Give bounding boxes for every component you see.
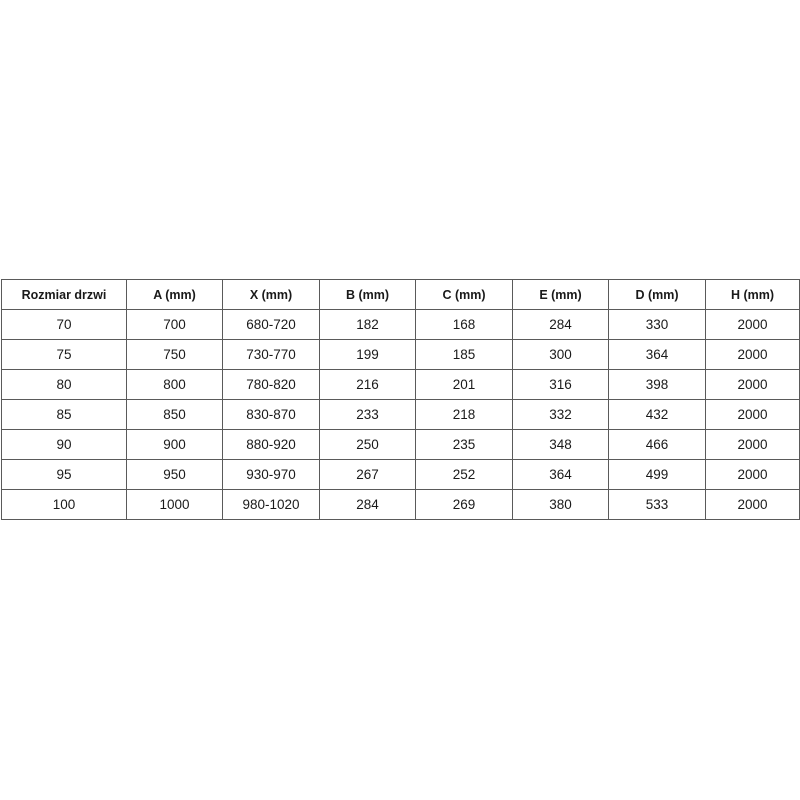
header-b: B (mm) (320, 280, 416, 310)
table-row (2, 490, 800, 520)
table-cell: 216 (320, 370, 416, 400)
table-cell: 2000 (706, 490, 800, 520)
header-d: D (mm) (609, 280, 706, 310)
table-cell: 830-870 (223, 400, 320, 430)
table-cell: 880-920 (223, 430, 320, 460)
table-cell: 2000 (706, 460, 800, 490)
table-cell: 2000 (706, 340, 800, 370)
table-cell: 499 (609, 460, 706, 490)
table-row (2, 340, 800, 370)
table-cell: 182 (320, 310, 416, 340)
table-cell: 466 (609, 430, 706, 460)
table-cell: 250 (320, 430, 416, 460)
table-cell: 2000 (706, 310, 800, 340)
table-cell: 235 (416, 430, 513, 460)
table-cell: 398 (609, 370, 706, 400)
header-door-size: Rozmiar drzwi (2, 280, 127, 310)
table-cell: 85 (2, 400, 127, 430)
table-cell: 364 (609, 340, 706, 370)
table-cell: 252 (416, 460, 513, 490)
header-x: X (mm) (223, 280, 320, 310)
table-cell: 269 (416, 490, 513, 520)
table-cell: 100 (2, 490, 127, 520)
table-cell: 267 (320, 460, 416, 490)
table-row (2, 370, 800, 400)
table-cell: 316 (513, 370, 609, 400)
table-row (2, 430, 800, 460)
table-cell: 750 (127, 340, 223, 370)
table-cell: 332 (513, 400, 609, 430)
table-cell: 168 (416, 310, 513, 340)
table-cell: 930-970 (223, 460, 320, 490)
table-cell: 730-770 (223, 340, 320, 370)
table-cell: 348 (513, 430, 609, 460)
header-c: C (mm) (416, 280, 513, 310)
table-row (2, 460, 800, 490)
table-cell: 980-1020 (223, 490, 320, 520)
table-cell: 70 (2, 310, 127, 340)
header-a: A (mm) (127, 280, 223, 310)
table-cell: 199 (320, 340, 416, 370)
table-row (2, 400, 800, 430)
table-cell: 800 (127, 370, 223, 400)
table-cell: 300 (513, 340, 609, 370)
table-cell: 284 (513, 310, 609, 340)
table-cell: 900 (127, 430, 223, 460)
table-cell: 780-820 (223, 370, 320, 400)
table-cell: 680-720 (223, 310, 320, 340)
header-h: H (mm) (706, 280, 800, 310)
table-cell: 95 (2, 460, 127, 490)
table-cell: 90 (2, 430, 127, 460)
table-cell: 950 (127, 460, 223, 490)
table-cell: 80 (2, 370, 127, 400)
table-cell: 850 (127, 400, 223, 430)
table-cell: 533 (609, 490, 706, 520)
dimensions-table (1, 279, 800, 520)
table-cell: 432 (609, 400, 706, 430)
table-cell: 218 (416, 400, 513, 430)
table-cell: 2000 (706, 430, 800, 460)
table-cell: 700 (127, 310, 223, 340)
header-e: E (mm) (513, 280, 609, 310)
table-cell: 201 (416, 370, 513, 400)
table-row (2, 310, 800, 340)
table-cell: 1000 (127, 490, 223, 520)
table-header-row (2, 280, 800, 310)
table-cell: 380 (513, 490, 609, 520)
table-cell: 364 (513, 460, 609, 490)
table-cell: 284 (320, 490, 416, 520)
table-cell: 2000 (706, 400, 800, 430)
table-cell: 75 (2, 340, 127, 370)
table-cell: 233 (320, 400, 416, 430)
table-cell: 185 (416, 340, 513, 370)
table-cell: 330 (609, 310, 706, 340)
table-cell: 2000 (706, 370, 800, 400)
